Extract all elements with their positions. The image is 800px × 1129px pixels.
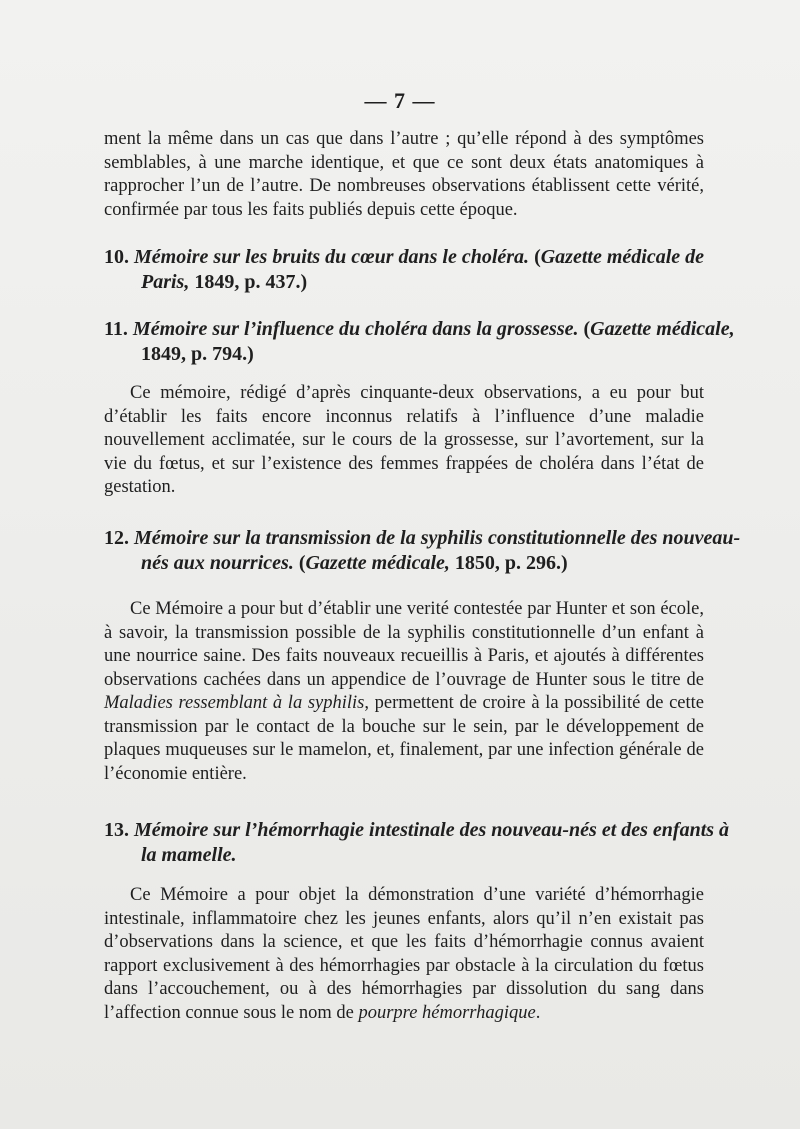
item-10-ref-journal: Gazette médicale de Paris,	[141, 246, 705, 293]
item-11-ref-open: (	[583, 318, 591, 340]
item-10-ref-rest: 1849, p. 437.)	[189, 271, 308, 293]
paragraph-12-italic-title: Maladies ressemblant à la syphilis	[104, 693, 365, 713]
item-10-ref-open: (	[534, 246, 541, 268]
paragraph-13-italic-term: pourpre hémorrhagique	[358, 1002, 536, 1023]
item-11	[104, 317, 743, 367]
item-12-ref-rest: 1850, p. 296.)	[449, 552, 568, 574]
item-12-ref-journal: Gazette médicale,	[305, 552, 450, 574]
item-11-number: 11.	[104, 318, 128, 340]
item-10-title: Mémoire sur les bruits du cœur dans le choléra.	[134, 246, 530, 268]
item-11-title: Mémoire sur l’influence du choléra dans la grossesse.	[132, 318, 579, 340]
item-12-number: 12.	[104, 527, 129, 549]
paragraph-13	[104, 884, 704, 1025]
item-13-number: 13.	[104, 819, 129, 841]
item-12-title: Mémoire sur la transmission de la syphilis constitutionnelle des nouveau-nés aux nourrices.	[134, 527, 741, 574]
page-number: — 7 —	[364, 88, 436, 113]
paragraph-13-text-after: .	[535, 1002, 541, 1023]
paragraph-11: Ce mémoire, rédigé d’après cinquante-deux observations, a eu pour but d’établir les faits encore inconnus relatifs à l’influence d’une maladie nouvellement acclimatée, sur le cours de la grossesse, sur l’avortement, sur la vie du fœtus, et sur l’existence des femmes frappées de choléra dans l’état de gestation.	[104, 383, 704, 497]
item-13-title: Mémoire sur l’hémorrhagie intestinale des nouveau-nés et des enfants à la mamelle.	[134, 819, 730, 866]
paragraph-13-text-before: Ce Mémoire a pour objet la démonstration d’une variété d’hémorrhagie intestinale, inflammatoire chez les jeunes enfants, alors qu’il n’en existait pas d’observations dans la science, et que les faits d’hémorrhagie connus avaient rapport exclusivement à des hémorrhagies par obstacle à la circulation du fœtus dans l’accouchement, ou à des hémorrhagies par dissolution du sang dans l’affection connue sous le nom de	[104, 885, 704, 1023]
item-11-ref-journal: Gazette médicale,	[590, 318, 735, 340]
item-10-number: 10.	[104, 246, 129, 268]
item-13	[104, 818, 743, 868]
item-12-ref-open: (	[293, 552, 306, 574]
item-10	[104, 245, 743, 295]
item-12	[104, 526, 743, 576]
intro-paragraph: ment la même dans un cas que dans l’autre ; qu’elle répond à des symptômes semblables, à une marche identique, et que ce sont deux états anatomiques à rapprocher l’un de l’autre. De nombreuses observations établissent cette vérité, confirmée par tous les faits publiés depuis cette époque.	[104, 129, 704, 220]
item-11-ref-rest: 1849, p. 794.)	[141, 343, 254, 365]
paragraph-12-text-after: , permettent de croire à la possibilité de cette transmission par le contact de la bouche sur le sein, par le développement de plaques muqueuses sur le mamelon, et, finalement, par une infection générale de l’économie entière.	[104, 693, 704, 784]
paragraph-12-text-before: Ce Mémoire a pour but d’établir une verité contestée par Hunter et son école, à savoir, la transmission possible de la syphilis constitutionnelle d’un enfant à une nourrice saine. Des faits nouveaux recueillis à Paris, et ajoutés à différentes observations cachées dans un appendice de l’ouvrage de Hunter sous le titre de	[104, 599, 704, 690]
paragraph-12	[104, 598, 704, 786]
